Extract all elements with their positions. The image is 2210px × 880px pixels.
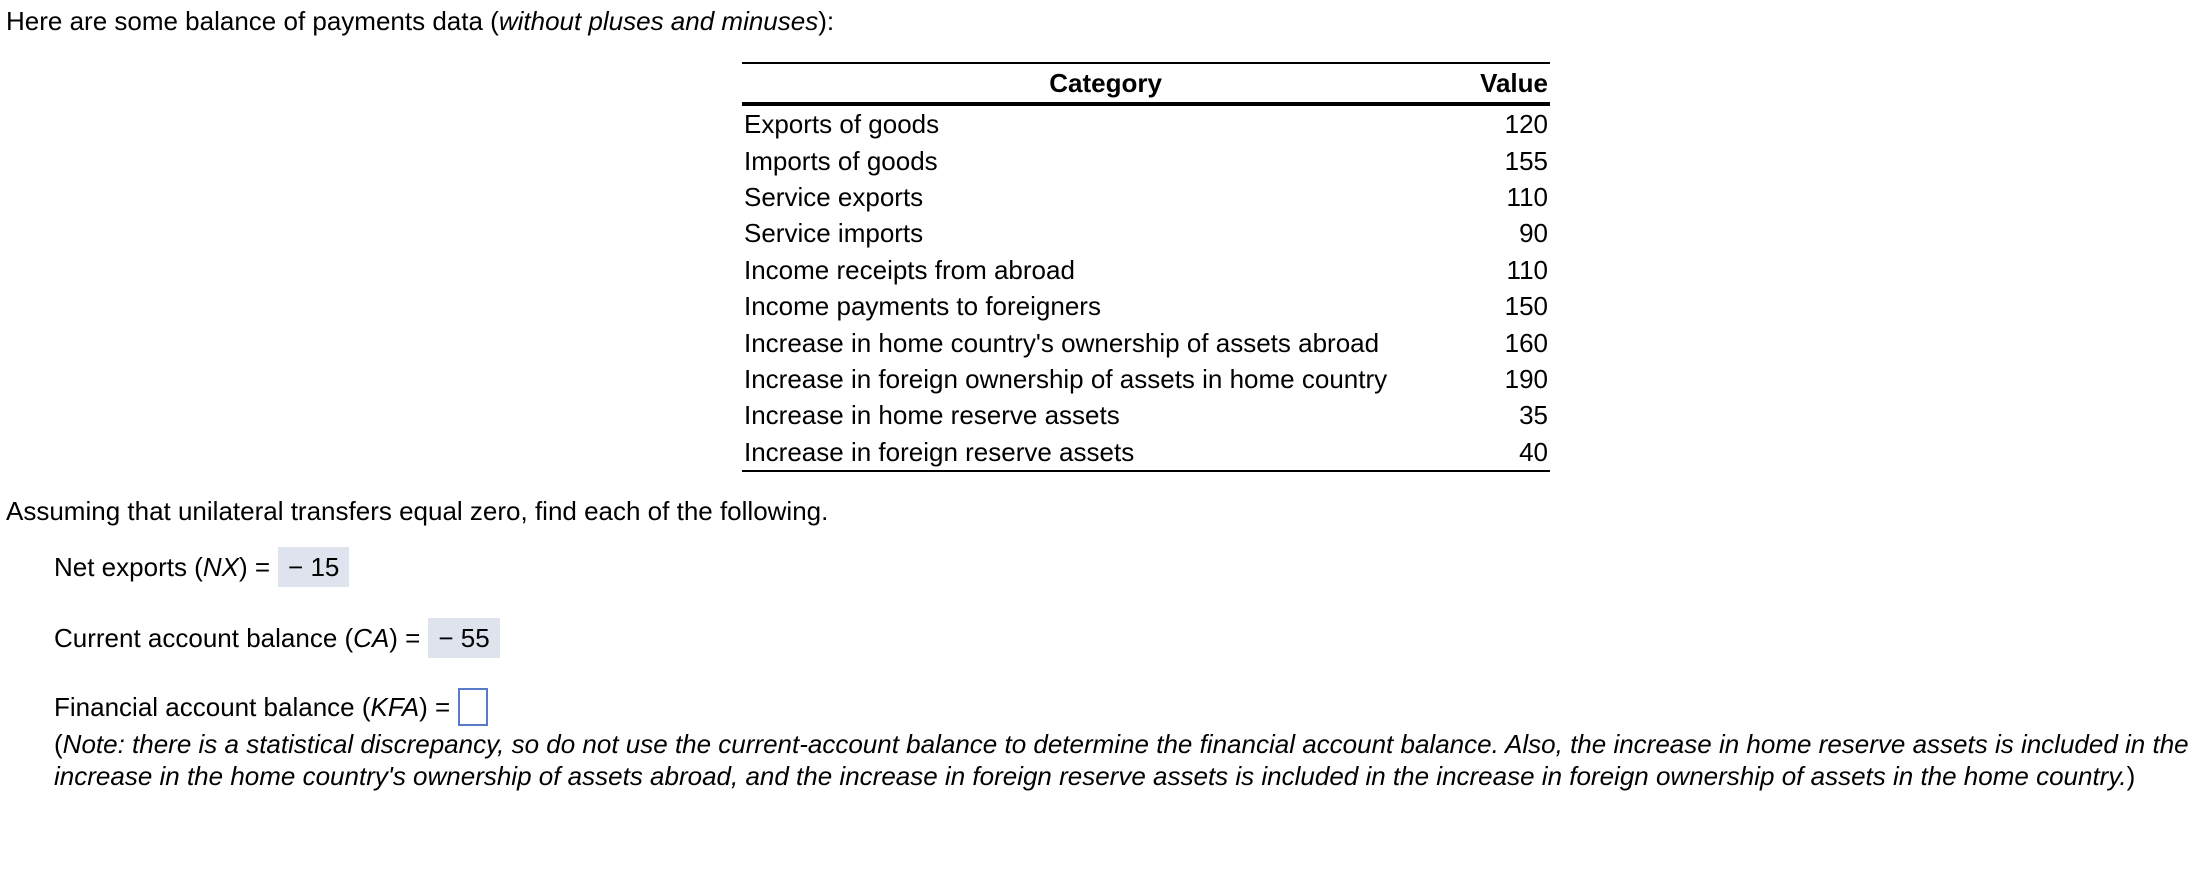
row-value: 120 xyxy=(1504,109,1548,140)
question-label: Financial account balance (KFA) = xyxy=(54,692,451,722)
table-row xyxy=(742,434,1550,471)
intro-prefix: Here are some balance of payments data ( xyxy=(6,6,499,36)
current-account-question xyxy=(54,618,500,658)
row-category: Service exports xyxy=(744,181,924,212)
table-header-row xyxy=(742,63,1550,104)
row-value: 160 xyxy=(1504,327,1548,358)
current-account-answer[interactable]: − 55 xyxy=(428,618,499,658)
balance-of-payments-table xyxy=(742,62,1550,472)
row-category: Income payments to foreigners xyxy=(744,291,1101,322)
column-header-value: Value xyxy=(1469,63,1550,104)
intro-text xyxy=(6,6,834,36)
row-value: 40 xyxy=(1469,434,1550,471)
row-value: 190 xyxy=(1504,363,1548,394)
note-body: Note: there is a statistical discrepancy, so do not use the current-account balance to determine the financial account balance. Also, the increase in home reserve assets is included in the increase in the home country's ownership of assets abroad, and the increase in foreign reserve assets is included in the increase in foreign ownership of assets in the home country. xyxy=(54,729,2189,791)
row-category: Increase in foreign ownership of assets in home country xyxy=(744,363,1388,394)
net-exports-question xyxy=(54,547,349,587)
row-category: Increase in home country's ownership of assets abroad xyxy=(744,327,1380,358)
table-row xyxy=(742,361,1550,397)
financial-account-question xyxy=(54,688,488,726)
financial-account-input[interactable] xyxy=(458,688,488,726)
question-label: Current account balance (CA) = xyxy=(54,623,421,653)
net-exports-answer[interactable]: − 15 xyxy=(278,547,349,587)
row-value: 110 xyxy=(1506,181,1548,212)
table-row xyxy=(742,215,1550,251)
question-label: Net exports (NX) = xyxy=(54,552,271,582)
row-category: Increase in foreign reserve assets xyxy=(742,434,1469,471)
row-value: 155 xyxy=(1504,145,1548,176)
row-value: 110 xyxy=(1506,254,1548,285)
intro-emphasis: without pluses and minuses xyxy=(498,6,819,36)
row-value: 150 xyxy=(1504,291,1548,322)
table-row xyxy=(742,142,1550,178)
column-header-category: Category xyxy=(742,63,1469,104)
row-category: Imports of goods xyxy=(744,145,938,176)
row-category: Exports of goods xyxy=(744,109,940,140)
intro-suffix: ): xyxy=(818,6,835,36)
table-row xyxy=(742,397,1550,433)
row-value: 90 xyxy=(1519,218,1548,249)
table-row xyxy=(742,324,1550,360)
row-category: Increase in home reserve assets xyxy=(744,400,1120,431)
row-value: 35 xyxy=(1519,400,1548,431)
table-row xyxy=(742,252,1550,288)
note-text: (Note: there is a statistical discrepancy, so do not use the current-account balance to determine the financial account balance. Also, the increase in home reserve assets is included in the increase in the home country's ownership of assets abroad, and the increase in foreign reserve assets is included in the increase in foreign ownership of assets in the home country.) xyxy=(54,729,2189,791)
row-category: Income receipts from abroad xyxy=(744,254,1075,285)
row-category: Service imports xyxy=(744,218,924,249)
table-row xyxy=(742,288,1550,324)
table-row xyxy=(742,104,1550,142)
table-row xyxy=(742,179,1550,215)
assumption-text: Assuming that unilateral transfers equal zero, find each of the following. xyxy=(6,496,829,526)
